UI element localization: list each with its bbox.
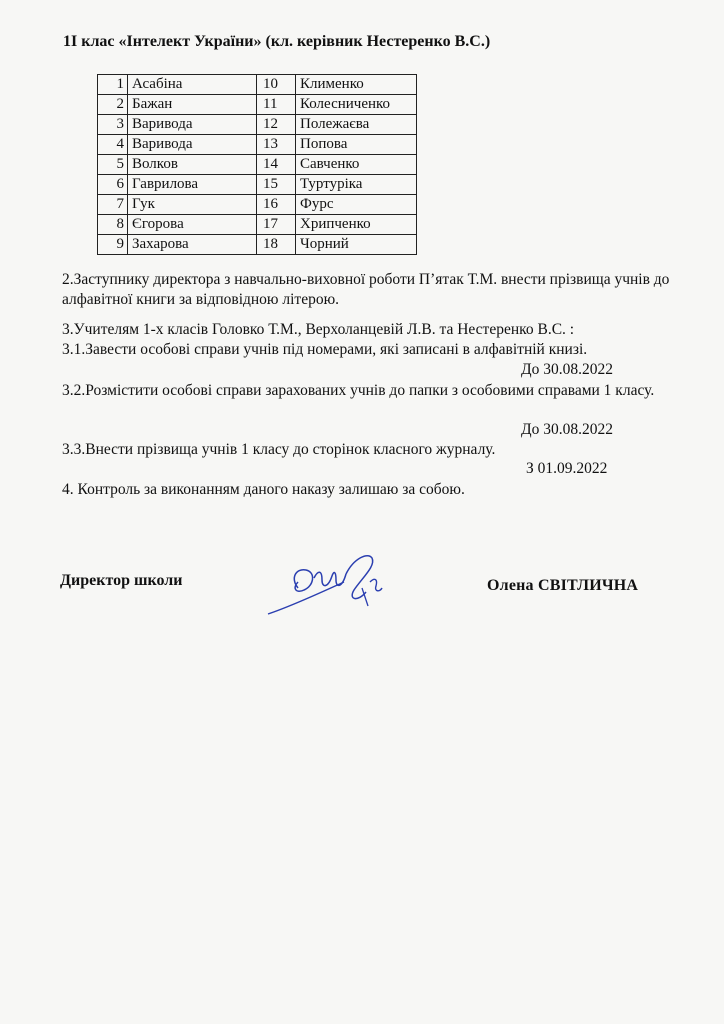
director-title: Директор школи (60, 572, 183, 589)
student-number-right: 10 (257, 75, 296, 95)
student-number-right: 15 (257, 175, 296, 195)
student-name-right: Чорний (296, 235, 417, 255)
student-number-right: 17 (257, 215, 296, 235)
student-name-right: Колесниченко (296, 95, 417, 115)
student-number-left: 1 (98, 75, 128, 95)
student-number-left: 2 (98, 95, 128, 115)
item-3-3-deadline: З 01.09.2022 (526, 460, 608, 477)
student-number-right: 11 (257, 95, 296, 115)
handwritten-signature (262, 548, 402, 620)
student-number-left: 7 (98, 195, 128, 215)
student-name-left: Варивода (128, 135, 257, 155)
student-row (98, 75, 417, 95)
item-3-2-deadline: До 30.08.2022 (521, 421, 613, 438)
item-3-3-text: 3.3.Внести прізвища учнів 1 класу до сторінок класного журналу. (62, 441, 496, 458)
student-row (98, 235, 417, 255)
student-number-left: 3 (98, 115, 128, 135)
student-name-right: Полежаєва (296, 115, 417, 135)
student-name-left: Єгорова (128, 215, 257, 235)
students-table-body (98, 75, 417, 255)
item-3-2-text: 3.2.Розмістити особові справи зарахованих учнів до папки з особовими справами 1 класу. (62, 382, 655, 399)
student-name-left: Захарова (128, 235, 257, 255)
student-row (98, 215, 417, 235)
student-name-right: Попова (296, 135, 417, 155)
student-number-left: 6 (98, 175, 128, 195)
student-number-left: 9 (98, 235, 128, 255)
student-number-left: 8 (98, 215, 128, 235)
student-name-left: Бажан (128, 95, 257, 115)
student-name-right: Савченко (296, 155, 417, 175)
student-name-right: Фурс (296, 195, 417, 215)
student-number-right: 18 (257, 235, 296, 255)
student-name-right: Хрипченко (296, 215, 417, 235)
student-row (98, 155, 417, 175)
item-3-1-text: 3.1.Завести особові справи учнів під номерами, які записані в алфавітній книзі. (62, 341, 588, 358)
student-number-left: 4 (98, 135, 128, 155)
item-2-text: 2.Заступнику директора з навчально-виховної роботи П’ятак Т.М. внести прізвища учнів до алфавітної книги за відповідною літерою. (62, 271, 670, 308)
student-name-right: Клименко (296, 75, 417, 95)
student-row (98, 95, 417, 115)
class-heading: 1І клас «Інтелект України» (кл. керівник Нестеренко В.С.) (63, 33, 491, 50)
student-number-left: 5 (98, 155, 128, 175)
student-number-right: 12 (257, 115, 296, 135)
student-row (98, 135, 417, 155)
student-name-right: Туртуріка (296, 175, 417, 195)
students-table (97, 74, 417, 255)
item-3-1-deadline: До 30.08.2022 (521, 361, 613, 378)
student-name-left: Асабіна (128, 75, 257, 95)
student-number-right: 13 (257, 135, 296, 155)
student-name-left: Гук (128, 195, 257, 215)
item-4-text: 4. Контроль за виконанням даного наказу залишаю за собою. (62, 481, 465, 498)
student-row (98, 195, 417, 215)
student-number-right: 14 (257, 155, 296, 175)
student-row (98, 175, 417, 195)
student-name-left: Волков (128, 155, 257, 175)
student-row (98, 115, 417, 135)
student-number-right: 16 (257, 195, 296, 215)
student-name-left: Гаврилова (128, 175, 257, 195)
director-name: Олена СВІТЛИЧНА (487, 577, 639, 594)
student-name-left: Варивода (128, 115, 257, 135)
item-3-text: 3.Учителям 1-х класів Головко Т.М., Верхоланцевій Л.В. та Нестеренко В.С. : (62, 321, 575, 338)
